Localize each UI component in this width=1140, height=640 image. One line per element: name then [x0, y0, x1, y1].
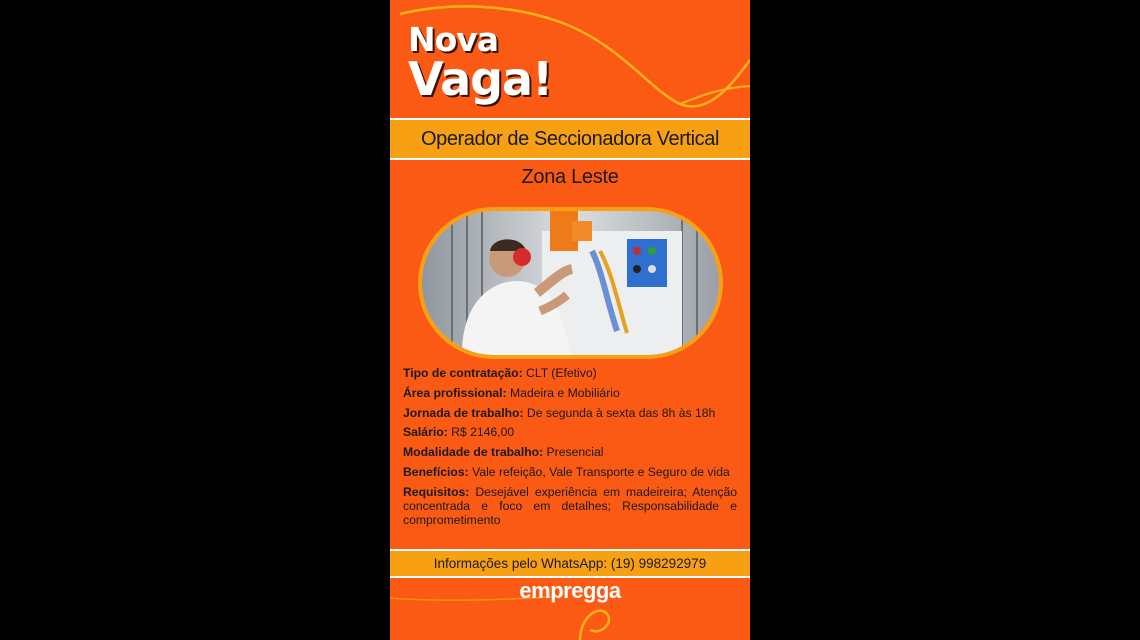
- detail-contract-type: Tipo de contratação: CLT (Efetivo): [403, 366, 597, 380]
- empregga-logo: empregga: [519, 578, 621, 603]
- detail-salary: Salário: R$ 2146,00: [403, 425, 515, 440]
- detail-work-hours: Jornada de trabalho: De segunda à sexta das 8h às 18h: [403, 405, 716, 420]
- contact-band: [390, 549, 750, 578]
- job-title-band: [390, 118, 750, 160]
- headline-vaga: Vaga!: [408, 52, 553, 106]
- whatsapp-contact[interactable]: Informações pelo WhatsApp: (19) 998292979: [433, 556, 707, 571]
- job-title: Operador de Seccionadora Vertical: [420, 127, 720, 150]
- detail-benefits: Benefícios: Vale refeição, Vale Transporte e Seguro de vida: [403, 464, 730, 479]
- worker-illustration: [422, 211, 719, 355]
- detail-requirements: Requisitos: Desejável experiência em madeireira; Atenção concentrada e foco em detalhes; Responsabilidade e comprometimento: [403, 484, 737, 527]
- headline-nova: Nova: [408, 20, 499, 59]
- detail-professional-area: Área profissional: Madeira e Mobiliário: [403, 385, 620, 400]
- job-location: Zona Leste: [521, 166, 619, 188]
- job-details: [403, 366, 737, 533]
- job-poster: [390, 0, 750, 640]
- detail-work-mode: Modalidade de trabalho: Presencial: [403, 445, 604, 460]
- worker-photo: [418, 207, 723, 359]
